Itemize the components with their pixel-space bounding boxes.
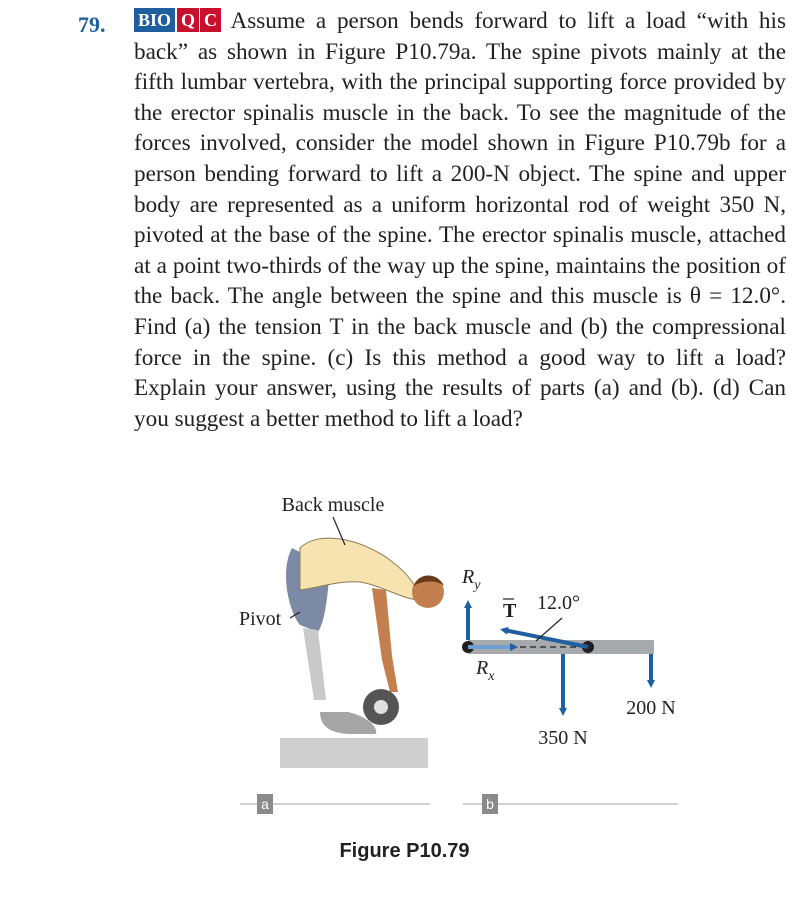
panel-labels — [240, 794, 678, 814]
arm — [372, 588, 398, 692]
panel-a-label: a — [261, 796, 269, 812]
problem-number: 79. — [78, 12, 106, 37]
free-body-diagram — [461, 566, 676, 749]
load-weight-hub — [374, 700, 388, 714]
c-tag: C — [199, 8, 221, 32]
ry-label: $R_y$ — [462, 566, 481, 593]
weight-350-label: 350 N — [538, 727, 588, 749]
back-muscle-label: Back muscle — [281, 494, 385, 516]
problem-statement: Assume a person bends forward to lift a load “with his back” as shown in Figure P10.79a. The spine pivots mainly at the fifth lumbar vertebra, with the principal supporting force provided by the erector spinalis muscle in the back. To see the magnitude of the forces involved, consider the model shown in Figure P10.79b for a person bending forward to lift a 200-N object. The spine and upper body are represented as a uniform horizontal rod of weight 350 N, pivoted at the base of the spine. The erector spinalis muscle, attached at a point two-thirds of the way up the spine, maintains the position of the back. The angle between the spine and this muscle is θ = 12.0°. Find (a) the tension T in the back muscle and (b) the compressional force in the spine. (c) Is this method a good way to lift a load? Explain your answer, using the results of parts (a) and (b). (d) Can you suggest a better method to lift a load? — [134, 8, 786, 432]
person-illustration — [239, 494, 444, 768]
tension-label: T — [503, 600, 517, 622]
angle-label: 12.0° — [537, 592, 580, 614]
bio-tag: BIO — [134, 8, 175, 32]
pivot-label: Pivot — [239, 608, 282, 630]
panel-b-label: b — [486, 796, 494, 812]
weight-200-label: 200 N — [626, 697, 676, 719]
figure-caption: Figure P10.79 — [339, 840, 470, 862]
rx-label: $R_x$ — [476, 657, 495, 684]
floor-block — [280, 738, 428, 768]
leg — [303, 628, 326, 700]
q-tag: Q — [177, 8, 199, 32]
